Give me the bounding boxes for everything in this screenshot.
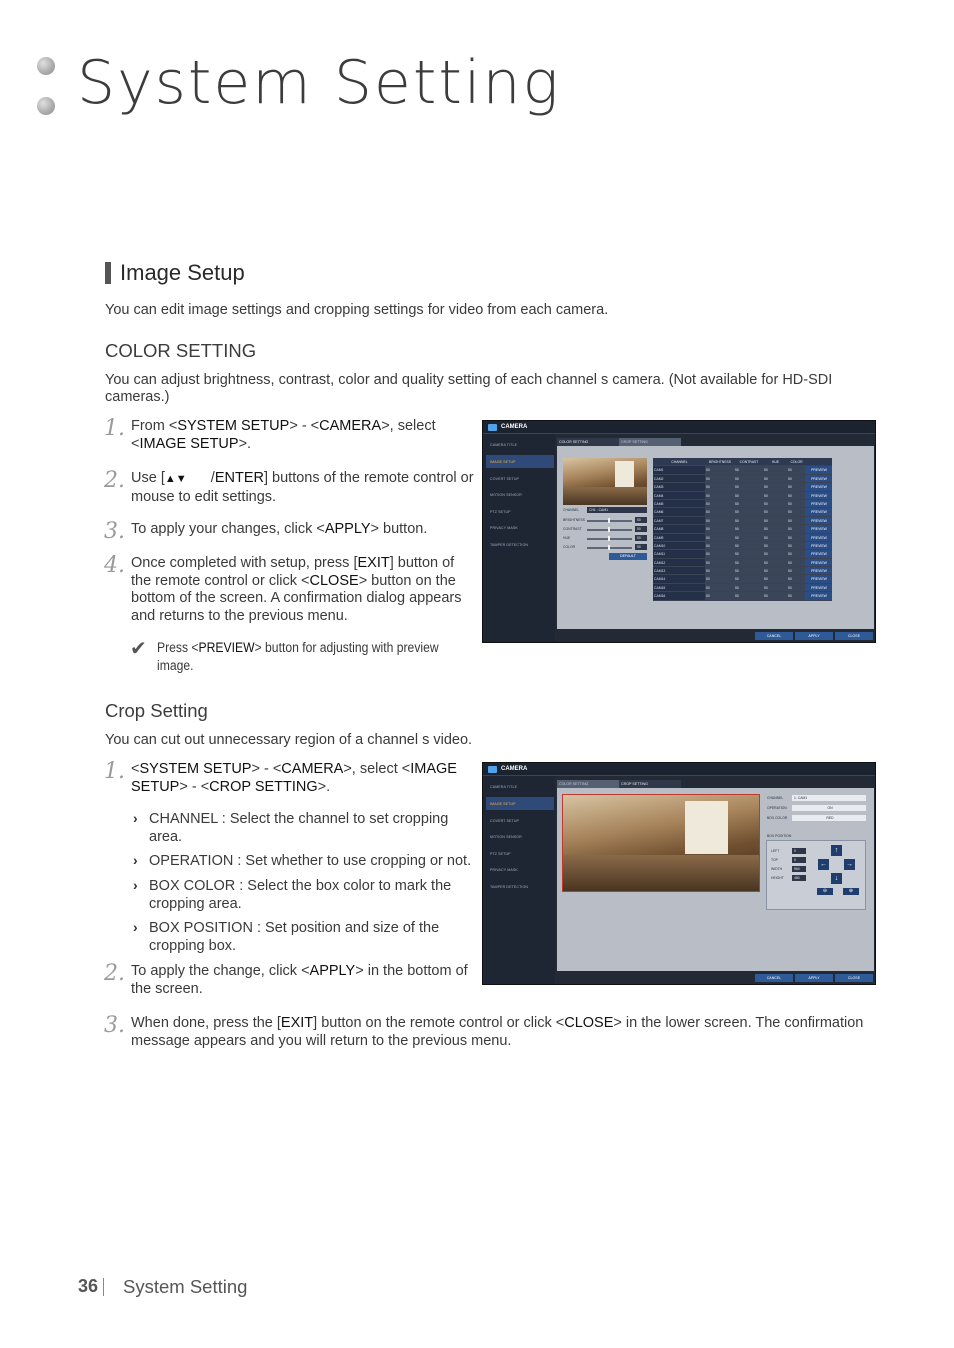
arrow-down-icon[interactable]: ↓: [831, 873, 842, 884]
brightness-cell[interactable]: 50: [705, 534, 734, 541]
contrast-value: 50: [635, 526, 647, 532]
table-row: [653, 584, 832, 592]
sidebar-item-ptz-setup[interactable]: PTZ SETUP: [490, 852, 511, 856]
hue-cell[interactable]: 50: [763, 550, 787, 557]
camera-cell: CAM7: [653, 517, 705, 524]
step-number: 2.: [104, 961, 125, 986]
brightness-cell[interactable]: 50: [705, 550, 734, 557]
step-number: 3.: [104, 519, 125, 544]
sidebar-item-tamper-detection[interactable]: TAMPER DETECTION: [490, 543, 529, 547]
crop-step-3: When done, press the [EXIT] button on the remote control or click <CLOSE> in the lower screen. The confirmation message appears and you will return to the previous menu.: [131, 1015, 864, 1049]
color-cell[interactable]: 50: [787, 525, 805, 532]
camera-cell: CAM12: [653, 559, 705, 566]
contrast-cell[interactable]: 50: [734, 542, 763, 549]
bullet-operation: OPERATION : Set whether to use cropping or not.: [149, 853, 472, 869]
section-title: Image Setup: [120, 260, 245, 285]
contrast-cell[interactable]: 50: [734, 483, 763, 490]
preview-button[interactable]: PREVIEW: [805, 508, 832, 515]
slider-label: COLOR: [563, 545, 576, 549]
sidebar: [483, 434, 555, 643]
brightness-cell[interactable]: 50: [705, 508, 734, 515]
camera-icon: [488, 766, 497, 773]
hue-cell[interactable]: 50: [763, 517, 787, 524]
preview-button[interactable]: PREVIEW: [805, 567, 832, 574]
position-label: TOP: [771, 858, 778, 862]
table-row: [653, 508, 832, 516]
slider-label: CONTRAST: [563, 527, 582, 531]
table-row: [653, 475, 832, 483]
step-number: 3.: [104, 1013, 125, 1038]
contrast-cell[interactable]: 50: [734, 525, 763, 532]
header-dot-top: [37, 57, 55, 75]
brightness-cell[interactable]: 50: [705, 500, 734, 507]
step-number: 1.: [104, 416, 125, 441]
hue-slider-thumb[interactable]: [608, 536, 610, 541]
default-button[interactable]: DEFAULT: [609, 553, 647, 560]
crop-setting-heading: Crop Setting: [105, 700, 208, 721]
position-left-field[interactable]: 0: [792, 848, 806, 854]
chevron-right-icon: ›: [133, 852, 138, 868]
table-row: [653, 559, 832, 567]
preview-button[interactable]: PREVIEW: [805, 483, 832, 490]
contrast-cell[interactable]: 50: [734, 517, 763, 524]
hue-cell[interactable]: 50: [763, 483, 787, 490]
preview-button[interactable]: PREVIEW: [805, 550, 832, 557]
table-row: [653, 466, 832, 474]
contrast-cell[interactable]: 50: [734, 466, 763, 473]
preview-button[interactable]: PREVIEW: [805, 466, 832, 473]
chapter-title: System Setting: [77, 48, 561, 118]
position-width-field[interactable]: 960: [792, 866, 806, 872]
zoom-out-icon[interactable]: ⊖: [817, 888, 833, 895]
color-cell[interactable]: 50: [787, 517, 805, 524]
color-cell[interactable]: 50: [787, 534, 805, 541]
chevron-right-icon: ›: [133, 877, 138, 893]
preview-button[interactable]: PREVIEW: [805, 584, 832, 591]
crop-step-1: <SYSTEM SETUP> - <CAMERA>, select <IMAGE SETUP> - <CROP SETTING>.: [131, 761, 457, 795]
color-cell[interactable]: 50: [787, 500, 805, 507]
position-label: WIDTH: [771, 867, 783, 871]
bullet-box-color: BOX COLOR : Select the box color to mark the cropping area.: [149, 878, 452, 912]
arrow-left-icon[interactable]: ←: [820, 861, 827, 868]
brightness-cell[interactable]: 50: [705, 559, 734, 566]
color-setting-description: You can adjust brightness, contrast, color and quality setting of each channel s camera. (Not available for HD-SDI cameras.): [105, 372, 833, 405]
hue-cell[interactable]: 50: [763, 475, 787, 482]
preview-button[interactable]: PREVIEW: [805, 517, 832, 524]
chevron-right-icon: ›: [133, 810, 138, 826]
color-slider-thumb[interactable]: [608, 545, 610, 550]
window-titlebar: [483, 421, 875, 434]
hue-cell[interactable]: 50: [763, 534, 787, 541]
box-position-label: BOX POSITION: [767, 834, 792, 838]
crop-setting-screenshot: [482, 762, 876, 985]
camera-cell: CAM10: [653, 542, 705, 549]
bullet-box-position: BOX POSITION : Set position and size of the cropping box.: [149, 920, 440, 954]
table-row: [653, 483, 832, 491]
sidebar-item-privacy-mask[interactable]: PRIVACY MASK: [490, 526, 518, 530]
close-button[interactable]: CLOSE: [835, 974, 873, 982]
table-row: [653, 542, 832, 550]
preview-button[interactable]: PREVIEW: [805, 542, 832, 549]
color-cell[interactable]: 50: [787, 575, 805, 582]
crop-operation-select[interactable]: ON: [792, 805, 866, 811]
hue-cell[interactable]: 50: [763, 559, 787, 566]
contrast-cell[interactable]: 50: [734, 584, 763, 591]
sidebar-item-covert-setup[interactable]: COVERT SETUP: [490, 819, 520, 823]
arrow-right-icon[interactable]: →: [846, 861, 853, 868]
column-header: COLOR: [787, 458, 805, 465]
contrast-slider-thumb[interactable]: [608, 527, 610, 532]
slider-label: BRIGHTNESS: [563, 518, 586, 522]
hue-cell[interactable]: 50: [763, 508, 787, 515]
cancel-button[interactable]: CANCEL: [755, 974, 793, 982]
camera-cell: CAM6: [653, 508, 705, 515]
preview-button[interactable]: PREVIEW: [805, 525, 832, 532]
hue-cell[interactable]: 50: [763, 575, 787, 582]
camera-cell: CAM4: [653, 492, 705, 499]
bullet-channel: CHANNEL : Select the channel to set cropping area.: [149, 811, 449, 845]
column-header: CHANNEL: [653, 458, 705, 465]
color-cell[interactable]: 50: [787, 592, 805, 599]
tab-crop-setting[interactable]: CROP SETTING: [619, 780, 681, 788]
apply-button[interactable]: APPLY: [795, 632, 833, 640]
hue-cell[interactable]: 50: [763, 584, 787, 591]
camera-cell: CAM3: [653, 483, 705, 490]
table-row: [653, 575, 832, 583]
preview-button[interactable]: PREVIEW: [805, 534, 832, 541]
color-step-4: Once completed with setup, press [EXIT] button of the remote control or click <CLOSE> button on the bottom of the screen. A confirmation dialog appears and returns to the previous menu.: [131, 555, 462, 624]
sidebar-item-camera-title[interactable]: CAMERA TITLE: [490, 785, 518, 789]
camera-cell: CAM2: [653, 475, 705, 482]
brightness-cell[interactable]: 50: [705, 592, 734, 599]
section-intro: You can edit image settings and cropping settings for video from each camera.: [105, 302, 609, 318]
sidebar-item-image-setup[interactable]: IMAGE SETUP: [490, 460, 516, 464]
crop-field-label: OPERATION: [767, 806, 787, 810]
brightness-cell[interactable]: 50: [705, 483, 734, 490]
section-marker: [105, 262, 111, 284]
preview-button[interactable]: PREVIEW: [805, 559, 832, 566]
sidebar-item-covert-setup[interactable]: COVERT SETUP: [490, 477, 520, 481]
color-setting-heading: COLOR SETTING: [105, 340, 257, 361]
hue-cell[interactable]: 50: [763, 466, 787, 473]
camera-preview-image: [563, 458, 647, 505]
camera-icon: [488, 424, 497, 431]
close-button[interactable]: CLOSE: [835, 632, 873, 640]
slider-label: HUE: [563, 536, 571, 540]
hue-cell[interactable]: 50: [763, 492, 787, 499]
brightness-cell[interactable]: 50: [705, 525, 734, 532]
contrast-cell[interactable]: 50: [734, 508, 763, 515]
preview-note: Press <PREVIEW> button for adjusting with preview image.: [157, 640, 439, 673]
contrast-cell[interactable]: 50: [734, 534, 763, 541]
brightness-slider-thumb[interactable]: [608, 518, 610, 523]
sidebar-item-ptz-setup[interactable]: PTZ SETUP: [490, 510, 511, 514]
color-value: 50: [635, 544, 647, 550]
contrast-cell[interactable]: 50: [734, 559, 763, 566]
camera-cell: CAM15: [653, 584, 705, 591]
table-row: [653, 500, 832, 508]
brightness-cell[interactable]: 50: [705, 575, 734, 582]
contrast-cell[interactable]: 50: [734, 492, 763, 499]
camera-cell: CAM14: [653, 575, 705, 582]
tab-color-setting[interactable]: COLOR SETTING: [557, 438, 619, 446]
checkmark-icon: ✔: [130, 638, 147, 660]
crop-step-2: To apply the change, click <APPLY> in the bottom of the screen.: [131, 963, 468, 997]
sidebar-item-tamper-detection[interactable]: TAMPER DETECTION: [490, 885, 529, 889]
preview-button[interactable]: PREVIEW: [805, 500, 832, 507]
hue-cell[interactable]: 50: [763, 567, 787, 574]
page-number: 36: [78, 1276, 99, 1296]
sidebar-item-motion-sensor[interactable]: MOTION SENSOR: [490, 493, 522, 497]
contrast-cell[interactable]: 50: [734, 592, 763, 599]
contrast-cell[interactable]: 50: [734, 500, 763, 507]
table-row: [653, 550, 832, 558]
arrow-up-icon[interactable]: ↑: [831, 845, 842, 856]
sidebar-item-privacy-mask[interactable]: PRIVACY MASK: [490, 868, 518, 872]
position-height-field[interactable]: 480: [792, 875, 806, 881]
crop-field-label: CHANNEL: [767, 796, 784, 800]
color-cell[interactable]: 50: [787, 466, 805, 473]
header-dot-bottom: [37, 97, 55, 115]
table-row: [653, 525, 832, 533]
table-row: [653, 492, 832, 500]
sidebar: [483, 776, 555, 985]
hue-cell[interactable]: 50: [763, 500, 787, 507]
crop-channel-select[interactable]: 1. CAM1: [792, 795, 866, 801]
color-step-1: From <SYSTEM SETUP> - <CAMERA>, select <IMAGE SETUP>.: [131, 418, 436, 452]
column-header: CONTRAST: [734, 458, 763, 465]
preview-button[interactable]: PREVIEW: [805, 575, 832, 582]
step-number: 2.: [104, 468, 125, 493]
camera-cell: CAM11: [653, 550, 705, 557]
camera-preview-image: [562, 794, 760, 892]
table-row: [653, 567, 832, 575]
preview-button[interactable]: PREVIEW: [805, 592, 832, 599]
zoom-in-icon[interactable]: ⊕: [843, 888, 859, 895]
color-cell[interactable]: 50: [787, 542, 805, 549]
color-table: [653, 458, 832, 601]
brightness-cell[interactable]: 50: [705, 475, 734, 482]
tab-color-setting[interactable]: COLOR SETTING: [557, 780, 619, 788]
crop-field-label: BOX COLOR: [767, 816, 788, 820]
camera-cell: CAM16: [653, 592, 705, 599]
column-header: BRIGHTNESS: [705, 458, 734, 465]
color-cell[interactable]: 50: [787, 492, 805, 499]
color-cell[interactable]: 50: [787, 508, 805, 515]
contrast-cell[interactable]: 50: [734, 550, 763, 557]
color-setting-screenshot: [482, 420, 876, 643]
tab-crop-setting[interactable]: CROP SETTING: [619, 438, 681, 446]
apply-button[interactable]: APPLY: [795, 974, 833, 982]
table-row: [653, 592, 832, 600]
camera-cell: CAM13: [653, 567, 705, 574]
arrow-keys-icon: ▲▼: [164, 473, 187, 485]
channel-select[interactable]: CH1 : CAM1: [587, 507, 647, 513]
sidebar-item-image-setup[interactable]: IMAGE SETUP: [490, 802, 516, 806]
position-label: LEFT: [771, 849, 780, 853]
step-number: 1.: [104, 759, 125, 784]
cancel-button[interactable]: CANCEL: [755, 632, 793, 640]
brightness-cell[interactable]: 50: [705, 492, 734, 499]
table-row: [653, 517, 832, 525]
footer-title: System Setting: [123, 1276, 248, 1297]
brightness-value: 50: [635, 517, 647, 523]
box-position-panel: [766, 840, 866, 910]
crop-setting-description: You can cut out unnecessary region of a channel s video.: [105, 732, 473, 748]
brightness-cell[interactable]: 50: [705, 567, 734, 574]
chevron-right-icon: ›: [133, 919, 138, 935]
sidebar-item-motion-sensor[interactable]: MOTION SENSOR: [490, 835, 522, 839]
hue-value: 50: [635, 535, 647, 541]
hue-cell[interactable]: 50: [763, 592, 787, 599]
contrast-cell[interactable]: 50: [734, 575, 763, 582]
window-title: CAMERA: [501, 766, 528, 772]
channel-label: CHANNEL: [563, 508, 580, 512]
preview-button[interactable]: PREVIEW: [805, 475, 832, 482]
color-cell[interactable]: 50: [787, 567, 805, 574]
brightness-cell[interactable]: 50: [705, 517, 734, 524]
column-header: HUE: [763, 458, 787, 465]
window-titlebar: [483, 763, 875, 776]
position-top-field[interactable]: 0: [792, 857, 806, 863]
brightness-cell[interactable]: 50: [705, 542, 734, 549]
brightness-cell[interactable]: 50: [705, 466, 734, 473]
camera-cell: CAM9: [653, 534, 705, 541]
color-cell[interactable]: 50: [787, 483, 805, 490]
camera-cell: CAM8: [653, 525, 705, 532]
camera-cell: CAM1: [653, 466, 705, 473]
window-title: CAMERA: [501, 424, 528, 430]
hue-cell[interactable]: 50: [763, 542, 787, 549]
column-header: [805, 458, 832, 465]
color-cell[interactable]: 50: [787, 475, 805, 482]
crop-box-color-select[interactable]: RED: [792, 815, 866, 821]
color-step-2: Use [▲▼ /ENTER] buttons of the remote control or mouse to edit settings.: [131, 470, 474, 505]
preview-button[interactable]: PREVIEW: [805, 492, 832, 499]
color-cell[interactable]: 50: [787, 584, 805, 591]
hue-cell[interactable]: 50: [763, 525, 787, 532]
step-number: 4.: [104, 553, 125, 578]
color-cell[interactable]: 50: [787, 550, 805, 557]
camera-cell: CAM5: [653, 500, 705, 507]
position-label: HEIGHT: [771, 876, 784, 880]
color-step-3: To apply your changes, click <APPLY> button.: [131, 521, 428, 537]
contrast-cell[interactable]: 50: [734, 475, 763, 482]
sidebar-item-camera-title[interactable]: CAMERA TITLE: [490, 443, 518, 447]
brightness-cell[interactable]: 50: [705, 584, 734, 591]
table-row: [653, 534, 832, 542]
footer-divider: [103, 1278, 104, 1296]
color-cell[interactable]: 50: [787, 559, 805, 566]
contrast-cell[interactable]: 50: [734, 567, 763, 574]
table-header-row: [653, 458, 832, 466]
